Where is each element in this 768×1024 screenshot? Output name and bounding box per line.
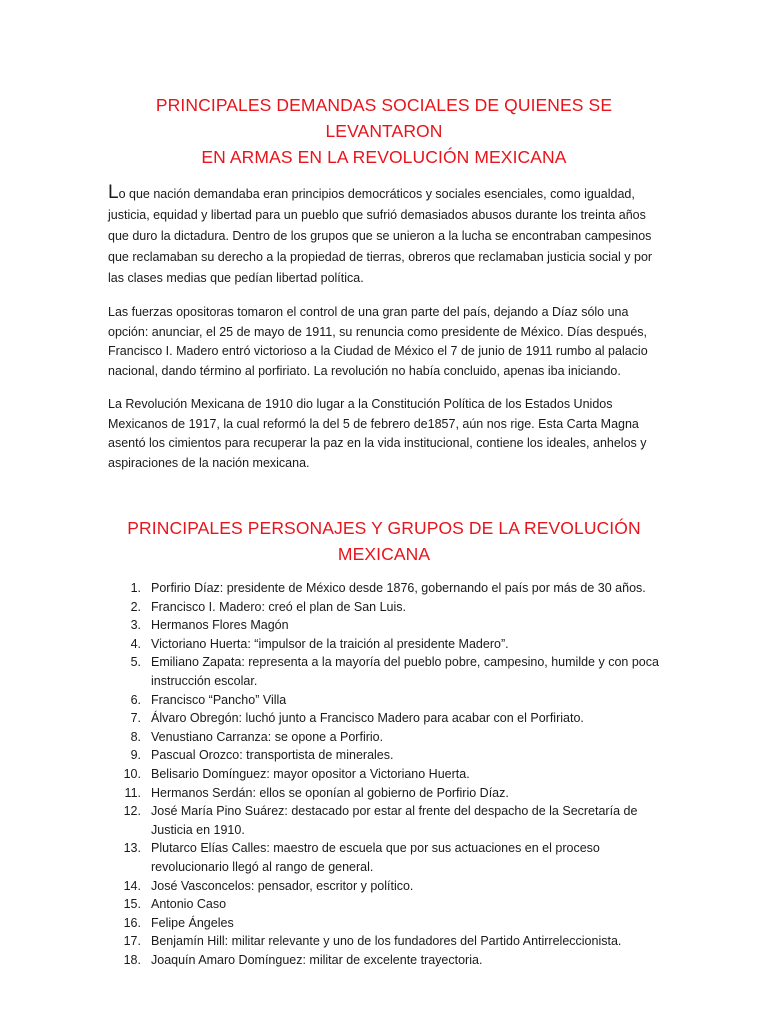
- list-item-number: 6.: [130, 692, 141, 707]
- list-item-number: 2.: [130, 599, 141, 614]
- list-item-text: Antonio Caso: [151, 897, 227, 912]
- list-item-number: 12.: [123, 804, 141, 819]
- paragraph-constitucion: La Revolución Mexicana de 1910 dio lugar a la Constitución Política de los Estados Unidos Mexicanos de 1917, la cual reformó la del 5 de febrero de1857, aún nos rige. Esta Carta Magna asentó los cimientos para recuperar la paz en la vida institucional, contiene los ideales, anhelos y aspiraciones de la nación mexicana.: [108, 397, 647, 470]
- list-item: [108, 765, 660, 784]
- list-item-number: 8.: [130, 729, 141, 744]
- list-item: [108, 653, 660, 690]
- list-item-number: 5.: [130, 655, 141, 670]
- list-item-text: Felipe Ángeles: [151, 915, 234, 930]
- list-item-number: 9.: [130, 748, 141, 763]
- list-item-number: 16.: [123, 915, 141, 930]
- list-item-text: Emiliano Zapata: representa a la mayoría del pueblo pobre, campesino, humilde y con poca instrucción escolar.: [151, 655, 659, 688]
- list-item: [108, 839, 660, 876]
- list-item-number: 14.: [123, 878, 141, 893]
- list-item: [108, 746, 660, 765]
- paragraph-text: o que nación demandaba eran principios democráticos y sociales esenciales, como igualdad, justicia, equidad y libertad para un pueblo que sufrió demasiados abusos durante los treinta años que duro la dictadura. Dentro de los grupos que se unieron a la lucha se encontraban campesinos que reclamaban su derecho a la propiedad de tierras, obreros que reclamaban justicia social y por las clases medias que pedían libertad política.: [108, 187, 653, 285]
- list-item-text: Francisco “Pancho” Villa: [151, 692, 287, 707]
- section-spacer: [108, 487, 660, 515]
- section-title-line: PRINCIPALES PERSONAJES Y GRUPOS DE LA REVOLUCIÓN: [127, 518, 641, 538]
- list-item-text: Plutarco Elías Calles: maestro de escuela que por sus actuaciones en el proceso revolucionario llegó al rango de general.: [151, 841, 600, 874]
- list-item: [108, 914, 660, 933]
- list-item-number: 1.: [130, 581, 141, 595]
- list-item-text: Venustiano Carranza: se opone a Porfirio.: [151, 729, 384, 744]
- paragraph-fuerzas-opositoras: Las fuerzas opositoras tomaron el control de una gran parte del país, dejando a Díaz sólo una opción: anunciar, el 25 de mayo de 1911, su renuncia como presidente de México. Días después, Francisco I. Madero entró victorioso a la Ciudad de México el 7 de junio de 1911 rumbo al palacio nacional, dando término al porfiriato. La revolución no había concluido, apenas iba iniciando.: [108, 305, 648, 378]
- list-item: [108, 616, 660, 635]
- list-item-number: 4.: [130, 636, 141, 651]
- list-item-text: Álvaro Obregón: luchó junto a Francisco Madero para acabar con el Porfiriato.: [151, 711, 584, 726]
- list-item: [108, 895, 660, 914]
- list-item-text: Benjamín Hill: militar relevante y uno de los fundadores del Partido Antirreleccionista.: [151, 934, 622, 949]
- list-item: [108, 579, 660, 598]
- list-item: [108, 691, 660, 710]
- paragraph-demandas: [108, 182, 660, 289]
- personajes-list: [108, 579, 660, 969]
- section-title-demandas: [108, 92, 660, 170]
- section-title-personajes: [108, 515, 660, 567]
- list-item-number: 11.: [124, 785, 141, 800]
- drop-cap-letter: L: [108, 182, 119, 203]
- document-page: [108, 92, 660, 969]
- list-item: [108, 728, 660, 747]
- list-item-number: 18.: [123, 952, 141, 967]
- list-item: [108, 802, 660, 839]
- list-item: [108, 784, 660, 803]
- list-item: [108, 932, 660, 951]
- list-item-text: Hermanos Serdán: ellos se oponían al gobierno de Porfirio Díaz.: [151, 785, 509, 800]
- list-item: [108, 951, 660, 970]
- section-title-line: MEXICANA: [337, 544, 431, 564]
- list-item-number: 15.: [123, 897, 141, 912]
- list-item: [108, 877, 660, 896]
- list-item-number: 7.: [130, 711, 141, 726]
- list-item: [108, 635, 660, 654]
- list-item: [108, 709, 660, 728]
- section-title-line: EN ARMAS EN LA REVOLUCIÓN MEXICANA: [201, 147, 567, 167]
- list-item-text: Francisco I. Madero: creó el plan de San Luis.: [151, 599, 406, 614]
- list-item-text: Pascual Orozco: transportista de minerales.: [151, 748, 394, 763]
- list-item-number: 13.: [123, 841, 141, 856]
- list-item-number: 3.: [130, 618, 141, 633]
- list-item-text: José Vasconcelos: pensador, escritor y político.: [151, 878, 414, 893]
- list-item: [108, 598, 660, 617]
- list-item-number: 17.: [123, 934, 141, 949]
- section-title-line: PRINCIPALES DEMANDAS SOCIALES DE QUIENES SE LEVANTARON: [155, 95, 613, 141]
- list-item-text: Belisario Domínguez: mayor opositor a Victoriano Huerta.: [151, 766, 470, 781]
- list-item-text: Hermanos Flores Magón: [151, 618, 289, 633]
- list-item-text: José María Pino Suárez: destacado por estar al frente del despacho de la Secretaría de Justicia en 1910.: [151, 804, 638, 837]
- list-item-number: 10.: [123, 766, 141, 781]
- list-item-text: Porfirio Díaz: presidente de México desde 1876, gobernando el país por más de 30 años.: [151, 581, 646, 595]
- list-item-text: Victoriano Huerta: “impulsor de la traición al presidente Madero”.: [151, 636, 509, 651]
- list-item-text: Joaquín Amaro Domínguez: militar de excelente trayectoria.: [151, 952, 483, 967]
